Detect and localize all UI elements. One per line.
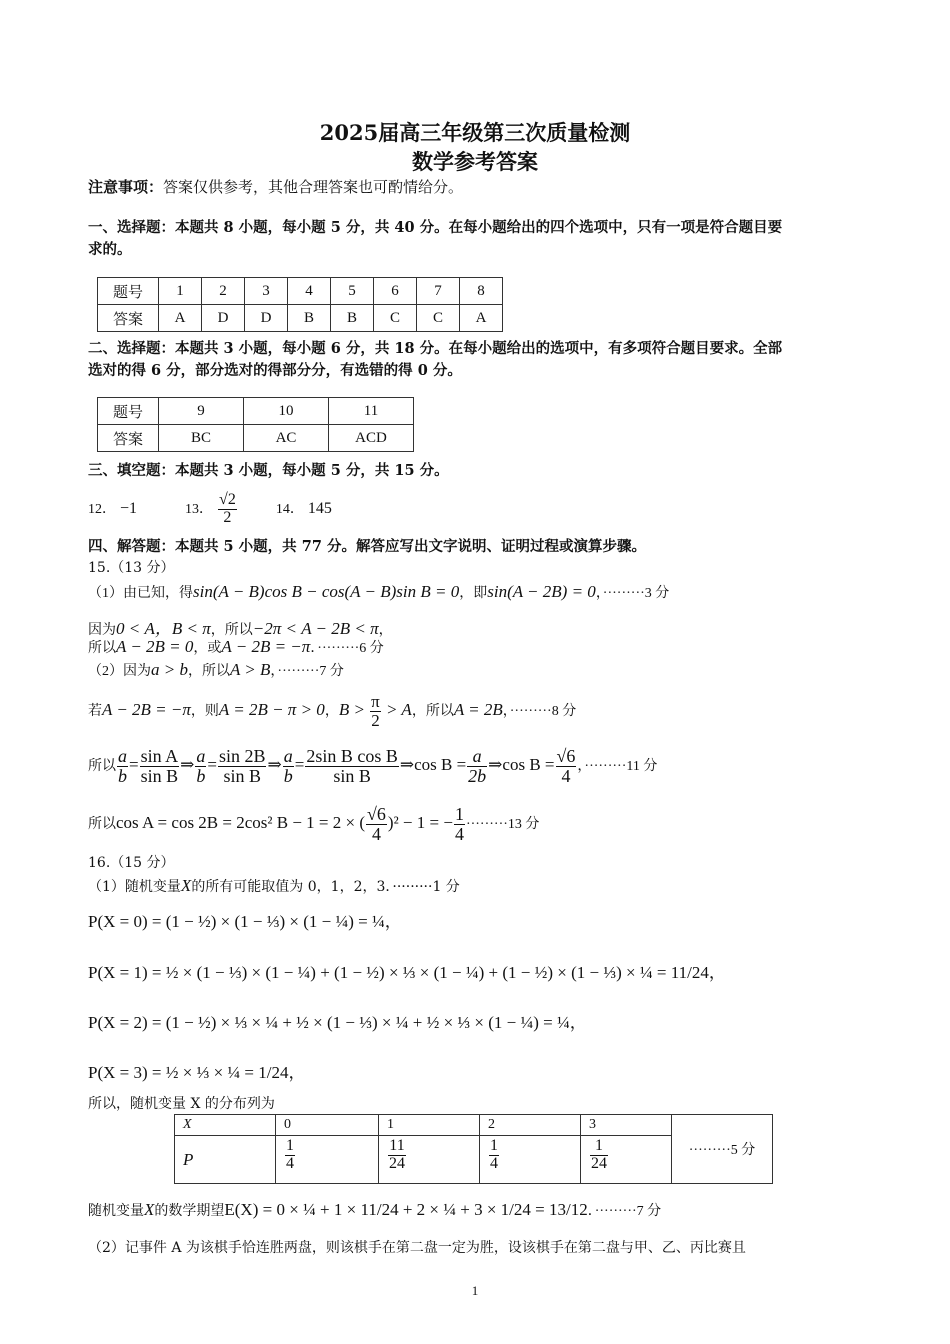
table-cell: 2 <box>480 1115 581 1136</box>
table-cell <box>379 1136 480 1184</box>
q15-line5: 若A − 2B = −π，则A = 2B − π > 0，B > $\frac{\pi}{2}$ > A，所以A = 2B，·········8 分 <box>88 691 577 730</box>
table-cell: AC <box>244 425 329 452</box>
q15-label: 15.（13 分） <box>88 560 175 576</box>
fraction: $\frac{\sin 2B}{\text{sin B}}$ <box>218 745 266 786</box>
section2-answer-table <box>97 397 414 452</box>
q15-line7: 所以cos A = cos 2B = 2cos² B − 1 = 2 × ( $\frac{√6}{4}$ )² − 1 = − $\frac{1}{4}$ ·········13 分 <box>88 803 540 844</box>
table-cell: 4 <box>288 278 331 305</box>
distribution-table <box>174 1114 773 1184</box>
table-cell: 答案 <box>98 305 159 332</box>
fraction: $\frac{\text{sin A}}{\text{sin B}}$ <box>140 745 179 786</box>
table-cell: 7 <box>417 278 460 305</box>
table-cell: P <box>175 1136 276 1184</box>
table-cell: 6 <box>374 278 417 305</box>
q15-line2: 因为0 < A，B < π，所以−2π < A − 2B < π， <box>88 619 393 638</box>
fraction: $\frac{1}{4}$ <box>286 1137 294 1172</box>
table-cell: C <box>374 305 417 332</box>
q14-answer: 145 <box>307 500 332 517</box>
table-cell <box>276 1136 379 1184</box>
table-cell: X <box>175 1115 276 1136</box>
q15-line6: 所以 $\frac{a}{b}$ = $\frac{\text{sin A}}{\text{sin B}}$ ⇒ $\frac{a}{b}$ = $\frac{\sin 2B}{\text{sin B}}$ ⇒ $\frac{a}{b}$ = $\frac{\text{2sin B cos B}}{\text{sin B}}$ ⇒cos B = $\frac{a}{2b}$ ⇒cos B = $\frac{√6}{4}$ ，·········11 分 <box>88 745 658 786</box>
fill-in-answers <box>88 486 332 533</box>
fraction: $\frac{\pi}{2}$ <box>371 691 380 730</box>
q16-px3: P(X = 3) = ½ × ⅓ × ¼ = 1/24， <box>88 1063 306 1082</box>
q16-part2: （2）记事件 A 为该棋手恰连胜两盘，则该棋手在第二盘一定为胜，设该棋手在第二盘与甲、乙、丙比赛且 <box>88 1240 746 1256</box>
table-row <box>175 1115 773 1136</box>
q15-line4: （2）因为a > b，所以A > B，·········7 分 <box>88 660 344 679</box>
note-text: 答案仅供参考，其他合理答案也可酌情给分。 <box>163 178 464 196</box>
q12-number: 12． <box>88 502 116 517</box>
q16-px1: P(X = 1) = ½ × (1 − ⅓) × (1 − ¼) + (1 − ½) × ⅓ × (1 − ¼) + (1 − ½) × (1 − ⅓) × ¼ = 11/24， <box>88 963 726 982</box>
table-cell: 1 <box>159 278 202 305</box>
table-cell: ·········5 分 <box>672 1115 773 1184</box>
q16-expectation: 随机变量X的数学期望E(X) = 0 × ¼ + 1 × 11/24 + 2 × ¼ + 3 × 1/24 = 13/12．·········7 分 <box>88 1200 662 1219</box>
fraction: $\frac{11}{24}$ <box>389 1137 405 1172</box>
table-cell: A <box>460 305 503 332</box>
table-row <box>98 278 503 305</box>
q13-number: 13． <box>185 502 214 517</box>
fraction: $\frac{1}{24}$ <box>591 1137 607 1172</box>
table-cell: A <box>159 305 202 332</box>
table-cell: 10 <box>244 398 329 425</box>
q16-px0: P(X = 0) = (1 − ½) × (1 − ⅓) × (1 − ¼) = ¼， <box>88 912 402 931</box>
q15-line1: （1）由已知，得sin(A − B)cos B − cos(A − B)sin B = 0，即sin(A − 2B) = 0，·········3 分 <box>88 582 670 601</box>
section2-heading-line1: 二、选择题：本题共 3 小题，每小题 6 分，共 18 分。在每小题给出的选项中，有多项符合题目要求。全部 <box>88 340 783 357</box>
table-cell: ACD <box>329 425 414 452</box>
table-cell: 题号 <box>98 278 159 305</box>
page-number: 1 <box>471 1283 479 1298</box>
table-cell: 0 <box>276 1115 379 1136</box>
table-row <box>98 398 414 425</box>
table-row <box>98 425 414 452</box>
table-cell: 11 <box>329 398 414 425</box>
q14-number: 14． <box>275 502 304 517</box>
page-title: 2025届高三年级第三次质量检测 <box>319 120 631 145</box>
section2-heading-line2: 选对的得 6 分，部分选对的得部分分，有选错的得 0 分。 <box>88 362 462 379</box>
fraction: $\frac{√6}{4}$ <box>556 745 576 786</box>
q16-px2: P(X = 2) = (1 − ½) × ⅓ × ¼ + ½ × (1 − ⅓) × ¼ + ½ × ⅓ × (1 − ¼) = ¼， <box>88 1013 587 1032</box>
fraction: $\frac{a}{b}$ <box>118 745 127 786</box>
q13-answer-fraction: $\frac{√2}{2}$ <box>219 491 236 526</box>
table-cell <box>480 1136 581 1184</box>
table-cell: 3 <box>245 278 288 305</box>
q16-part1-intro: （1）随机变量X的所有可能取值为 0，1，2，3．·········1 分 <box>88 876 460 895</box>
section1-heading-line2: 求的。 <box>88 241 132 258</box>
fraction: $\frac{1}{4}$ <box>490 1137 498 1172</box>
table-cell: 8 <box>460 278 503 305</box>
table-cell: D <box>245 305 288 332</box>
table-cell: D <box>202 305 245 332</box>
q16-distribution-intro: 所以，随机变量 X 的分布列为 <box>88 1096 275 1112</box>
table-cell: 9 <box>159 398 244 425</box>
q16-label: 16.（15 分） <box>88 855 175 871</box>
table-cell: BC <box>159 425 244 452</box>
section1-heading-line1: 一、选择题：本题共 8 小题，每小题 5 分，共 40 分。在每小题给出的四个选项中，只有一项是符合题目要 <box>88 219 783 236</box>
q15-line3: 所以A − 2B = 0，或A − 2B = −π．·········6 分 <box>88 637 384 656</box>
table-cell: C <box>417 305 460 332</box>
section3-heading: 三、填空题：本题共 3 小题，每小题 5 分，共 15 分。 <box>88 462 449 479</box>
table-cell: 5 <box>331 278 374 305</box>
table-cell: 答案 <box>98 425 159 452</box>
table-cell: B <box>288 305 331 332</box>
table-cell: B <box>331 305 374 332</box>
note <box>88 177 463 197</box>
table-row <box>98 305 503 332</box>
fraction: $\frac{1}{4}$ <box>454 803 464 844</box>
page-subtitle: 数学参考答案 <box>412 149 538 174</box>
fraction: $\frac{a}{2b}$ <box>468 745 487 786</box>
section4-heading: 四、解答题：本题共 5 小题，共 77 分。解答应写出文字说明、证明过程或演算步骤。 <box>88 538 646 555</box>
q12-answer: −1 <box>120 500 138 517</box>
section1-answer-table <box>97 277 503 332</box>
note-label: 注意事项： <box>88 178 164 196</box>
table-cell: 2 <box>202 278 245 305</box>
table-cell: 3 <box>581 1115 672 1136</box>
fraction: $\frac{\text{2sin B cos B}}{\text{sin B}}$ <box>306 745 398 786</box>
fraction: $\frac{√6}{4}$ <box>367 803 386 844</box>
fraction: $\frac{a}{b}$ <box>283 745 293 786</box>
fraction: $\frac{a}{b}$ <box>196 745 206 786</box>
table-cell: 题号 <box>98 398 159 425</box>
table-cell: 1 <box>379 1115 480 1136</box>
table-cell <box>581 1136 672 1184</box>
